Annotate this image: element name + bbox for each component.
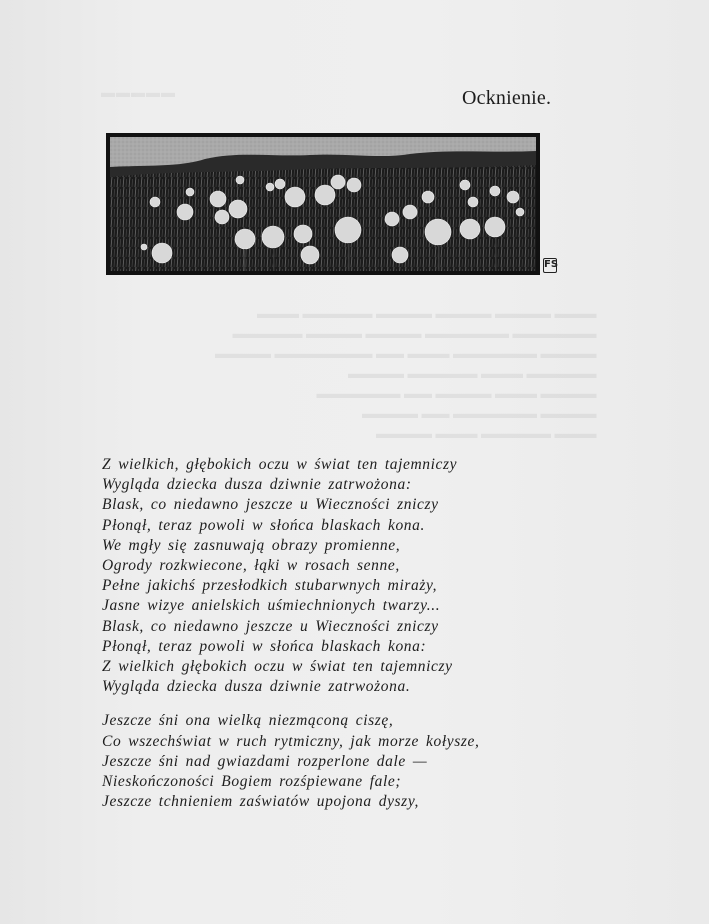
- poem-body: [102, 455, 479, 812]
- poem-line: We mgły się zasnuwają obrazy promienne,: [102, 536, 401, 554]
- meadow-woodcut-image: [110, 137, 536, 271]
- artist-monogram: FS: [543, 258, 557, 273]
- bleed-through-header: ▬▬▬▬▬: [100, 86, 175, 101]
- poem-line: Z wielkich, głębokich oczu w świat ten tajemniczy: [102, 456, 458, 473]
- poem-line: Ogrody rozkwiecone, łąki w rosach senne,: [102, 557, 400, 575]
- poem-line: Blask, co niedawno jeszcze u Wieczności zniczy: [102, 496, 439, 514]
- poem-title: Ocknienie.: [462, 87, 552, 109]
- poem-line: Wygląda dziecka dusza dziwnie zatrwożona.: [102, 678, 411, 696]
- poem-line: Płonął, teraz powoli w słońca blaskach kona:: [102, 637, 427, 655]
- stanza-1: [102, 455, 479, 697]
- poem-line: Nieskończoności Bogiem rozśpiewane fale;: [102, 773, 402, 791]
- stanza-2: [102, 711, 479, 812]
- poem-line: Jeszcze tchnieniem zaświatów upojona dyszy,: [102, 793, 419, 811]
- poem-line: Jasne wizye anielskich uśmiechnionych twarzy...: [102, 597, 441, 615]
- poem-line: Z wielkich głębokich oczu w świat ten tajemniczy: [102, 658, 453, 676]
- poem-line: Wygląda dziecka dusza dziwnie zatrwożona:: [102, 476, 412, 494]
- grass-field: [110, 165, 536, 271]
- poem-line: Jeszcze śni nad gwiazdami rozperlone dale —: [102, 752, 428, 770]
- woodcut-illustration: [106, 133, 540, 275]
- poem-line: Jeszcze śni ona wielką niezmąconą ciszę,: [102, 712, 394, 730]
- poem-line: Blask, co niedawno jeszcze u Wieczności zniczy: [102, 617, 439, 635]
- poem-line: Płonął, teraz powoli w słońca blaskach kona.: [102, 516, 425, 534]
- poem-line: Pełne jakichś przesłodkich stubarwnych miraży,: [102, 577, 438, 595]
- poem-line: Co wszechświat w ruch rytmiczny, jak morze kołysze,: [102, 732, 480, 750]
- bleed-through-text: ▬▬▬ ▬▬▬▬ ▬▬▬▬ ▬▬▬▬ ▬▬▬▬▬ ▬▬▬ ▬▬▬▬▬▬ ▬▬▬▬▬▬ ▬▬▬▬ ▬▬▬▬ ▬▬▬▬▬ ▬▬▬▬ ▬▬▬▬▬▬ ▬▬▬ ▬▬ ▬▬▬▬▬▬▬ ▬▬▬▬ ▬▬▬▬▬ ▬▬▬ ▬▬▬▬▬ ▬▬▬▬ ▬▬▬▬ ▬▬▬ ▬▬▬▬ ▬▬ ▬▬▬▬▬▬ ▬▬▬▬ ▬▬▬▬▬▬ ▬▬ ▬▬▬▬ ▬▬▬ ▬▬▬▬▬ ▬▬▬ ▬▬▬▬: [215, 307, 597, 442]
